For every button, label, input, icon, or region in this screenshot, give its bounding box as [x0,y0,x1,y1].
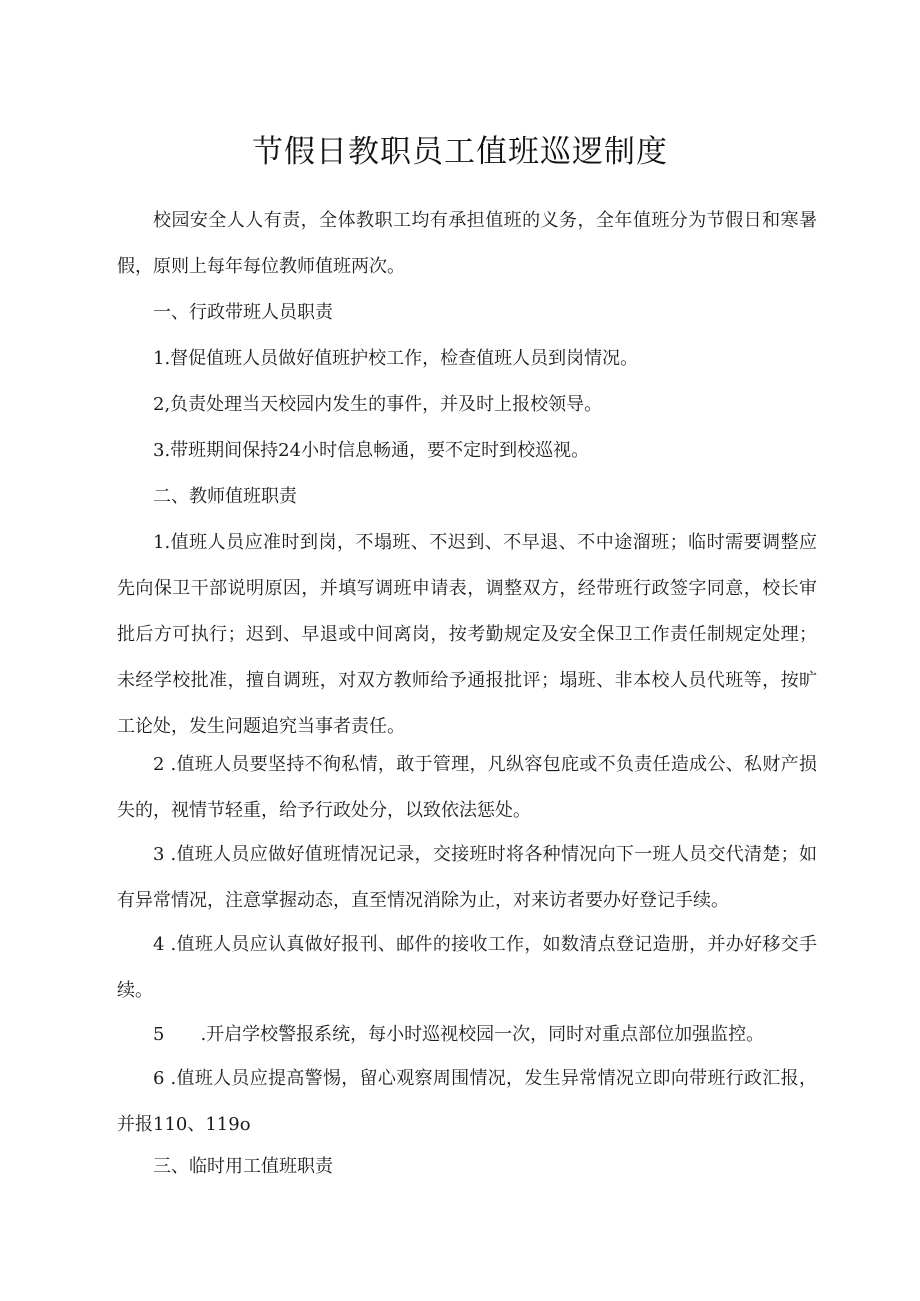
intro-paragraph: 校园安全人人有责，全体教职工均有承担值班的义务，全年值班分为节假日和寒暑假，原则上每年每位教师值班两次。 [117,210,817,277]
section-2-item-4: 4 .值班人员应认真做好报刊、邮件的接收工作，如数清点登记造册，并办好移交手续。 [117,934,817,1001]
section-1-item-1: 1.督促值班人员做好值班护校工作，检查值班人员到岗情况。 [153,348,639,369]
section-heading-3: 三、临时用工值班职责 [153,1156,333,1177]
section-2-item-3: 3 .值班人员应做好值班情况记录，交接班时将各种情况向下一班人员交代清楚；如有异常情况，注意掌握动态，直至情况消除为止，对来访者要办好登记手续。 [117,844,817,911]
section-1-item-2: 2,负责处理当天校园内发生的事件，并及时上报校领导。 [153,394,603,415]
section-heading-2: 二、教师值班职责 [153,486,297,507]
section-2-item-5: 5 .开启学校警报系统，每小时巡视校园一次，同时对重点部位加强监控。 [153,1024,765,1045]
section-2-item-2: 2 .值班人员要坚持不徇私情，敢于管理，凡纵容包庇或不负责任造成公、私财产损失的，视情节轻重，给予行政处分，以致依法惩处。 [117,754,817,821]
document-title: 节假日教职员工值班巡逻制度 [252,134,668,170]
section-2-item-6: 6 .值班人员应提高警惕，留心观察周围情况，发生异常情况立即向带班行政汇报，并报110、119o [117,1068,817,1135]
section-2-item-1: 1.值班人员应准时到岗，不塌班、不迟到、不早退、不中途溜班；临时需要调整应先向保卫干部说明原因，并填写调班申请表，调整双方，经带班行政签字同意，校长审批后方可执行；迟到、早退或中间离岗，按考勤规定及安全保卫工作责任制规定处理；未经学校批准，擅自调班，对双方教师给予通报批评；塌班、非本校人员代班等，按旷工论处，发生问题追究当事者责任。 [117,532,817,737]
section-heading-1: 一、行政带班人员职责 [153,302,333,323]
section-1-item-3: 3.带班期间保持24小时信息畅通，要不定时到校巡视。 [153,440,590,461]
